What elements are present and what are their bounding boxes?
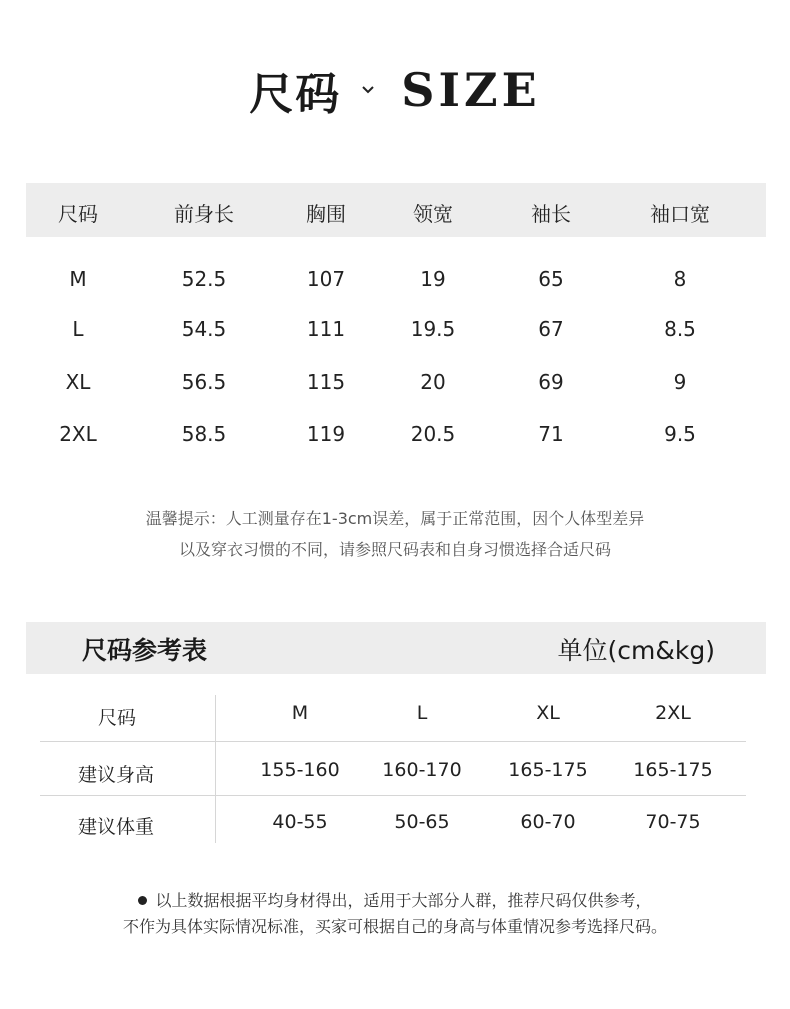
chevron-down-icon [361, 83, 375, 97]
bullet-dot-icon [138, 896, 147, 905]
size-table-cell: XL [65, 370, 91, 394]
size-table-cell: 19.5 [410, 317, 456, 341]
title-chinese: 尺码 [249, 69, 342, 120]
measurement-note-line2: 以及穿衣习惯的不同，请参照尺码表和自身习惯选择合适尺码 [178, 540, 611, 559]
reference-size-cell: 2XL [655, 702, 691, 724]
size-table-cell: 9.5 [664, 422, 696, 446]
size-table-cell: 67 [538, 317, 564, 341]
reference-label-weight: 建议体重 [78, 816, 155, 838]
size-table-cell: 65 [538, 267, 564, 291]
reference-size-cell: M [291, 702, 309, 724]
title-english: SIZE [401, 63, 541, 117]
size-table-header-cell: 领宽 [413, 202, 453, 226]
reference-size-cell: XL [536, 702, 560, 724]
reference-label-height: 建议身高 [78, 764, 155, 786]
size-table-cell: 56.5 [181, 370, 227, 394]
size-table-header-cell: 袖口宽 [650, 202, 710, 226]
page-title [0, 58, 790, 122]
size-table-cell: 8 [673, 267, 687, 291]
reference-weight-cell: 70-75 [645, 811, 701, 833]
reference-weight-cell: 60-70 [520, 811, 576, 833]
size-table-cell: 71 [538, 422, 564, 446]
reference-height-cell: 160-170 [382, 759, 462, 781]
size-table-cell: 8.5 [664, 317, 696, 341]
size-table-cell: L [72, 317, 84, 341]
reference-table-divider [40, 795, 746, 796]
size-table-header-cell: 尺码 [58, 202, 98, 226]
measurement-note-line1: 温馨提示：人工测量存在1-3cm误差，属于正常范围，因个人体型差异 [145, 509, 645, 528]
size-table-cell: 54.5 [181, 317, 227, 341]
reference-table-unit: 单位(cm&kg) [557, 636, 715, 665]
size-table-cell: 20.5 [410, 422, 456, 446]
size-table-cell: 19 [420, 267, 446, 291]
reference-height-cell: 165-175 [633, 759, 713, 781]
size-table-cell: 119 [306, 422, 346, 446]
footer-note-line1-text: 以上数据根据平均身材得出，适用于大部分人群，推荐尺码仅供参考， [155, 891, 652, 910]
reference-weight-cell: 40-55 [272, 811, 328, 833]
size-table-cell: 107 [306, 267, 346, 291]
size-table-cell: 2XL [59, 422, 97, 446]
reference-height-cell: 165-175 [508, 759, 588, 781]
size-table-cell: 69 [538, 370, 564, 394]
size-table-cell: 115 [306, 370, 346, 394]
size-table-header-cell: 袖长 [531, 202, 571, 226]
reference-table-divider [40, 741, 746, 742]
reference-table-title: 尺码参考表 [82, 636, 208, 665]
size-table-cell: 111 [306, 317, 346, 341]
size-table-header-cell: 胸围 [306, 202, 346, 226]
reference-height-cell: 155-160 [260, 759, 340, 781]
size-table-cell: 58.5 [181, 422, 227, 446]
size-table-cell: M [69, 267, 87, 291]
reference-size-cell: L [416, 702, 428, 724]
size-table-header-cell: 前身长 [174, 202, 234, 226]
size-table-cell: 20 [420, 370, 446, 394]
reference-weight-cell: 50-65 [394, 811, 450, 833]
size-table-cell: 52.5 [181, 267, 227, 291]
reference-label-size: 尺码 [98, 707, 137, 729]
size-table-cell: 9 [673, 370, 687, 394]
footer-note-line2: 不作为具体实际情况标准，买家可根据自己的身高与体重情况参考选择尺码。 [122, 917, 667, 936]
reference-table-divider-vertical [215, 695, 216, 843]
